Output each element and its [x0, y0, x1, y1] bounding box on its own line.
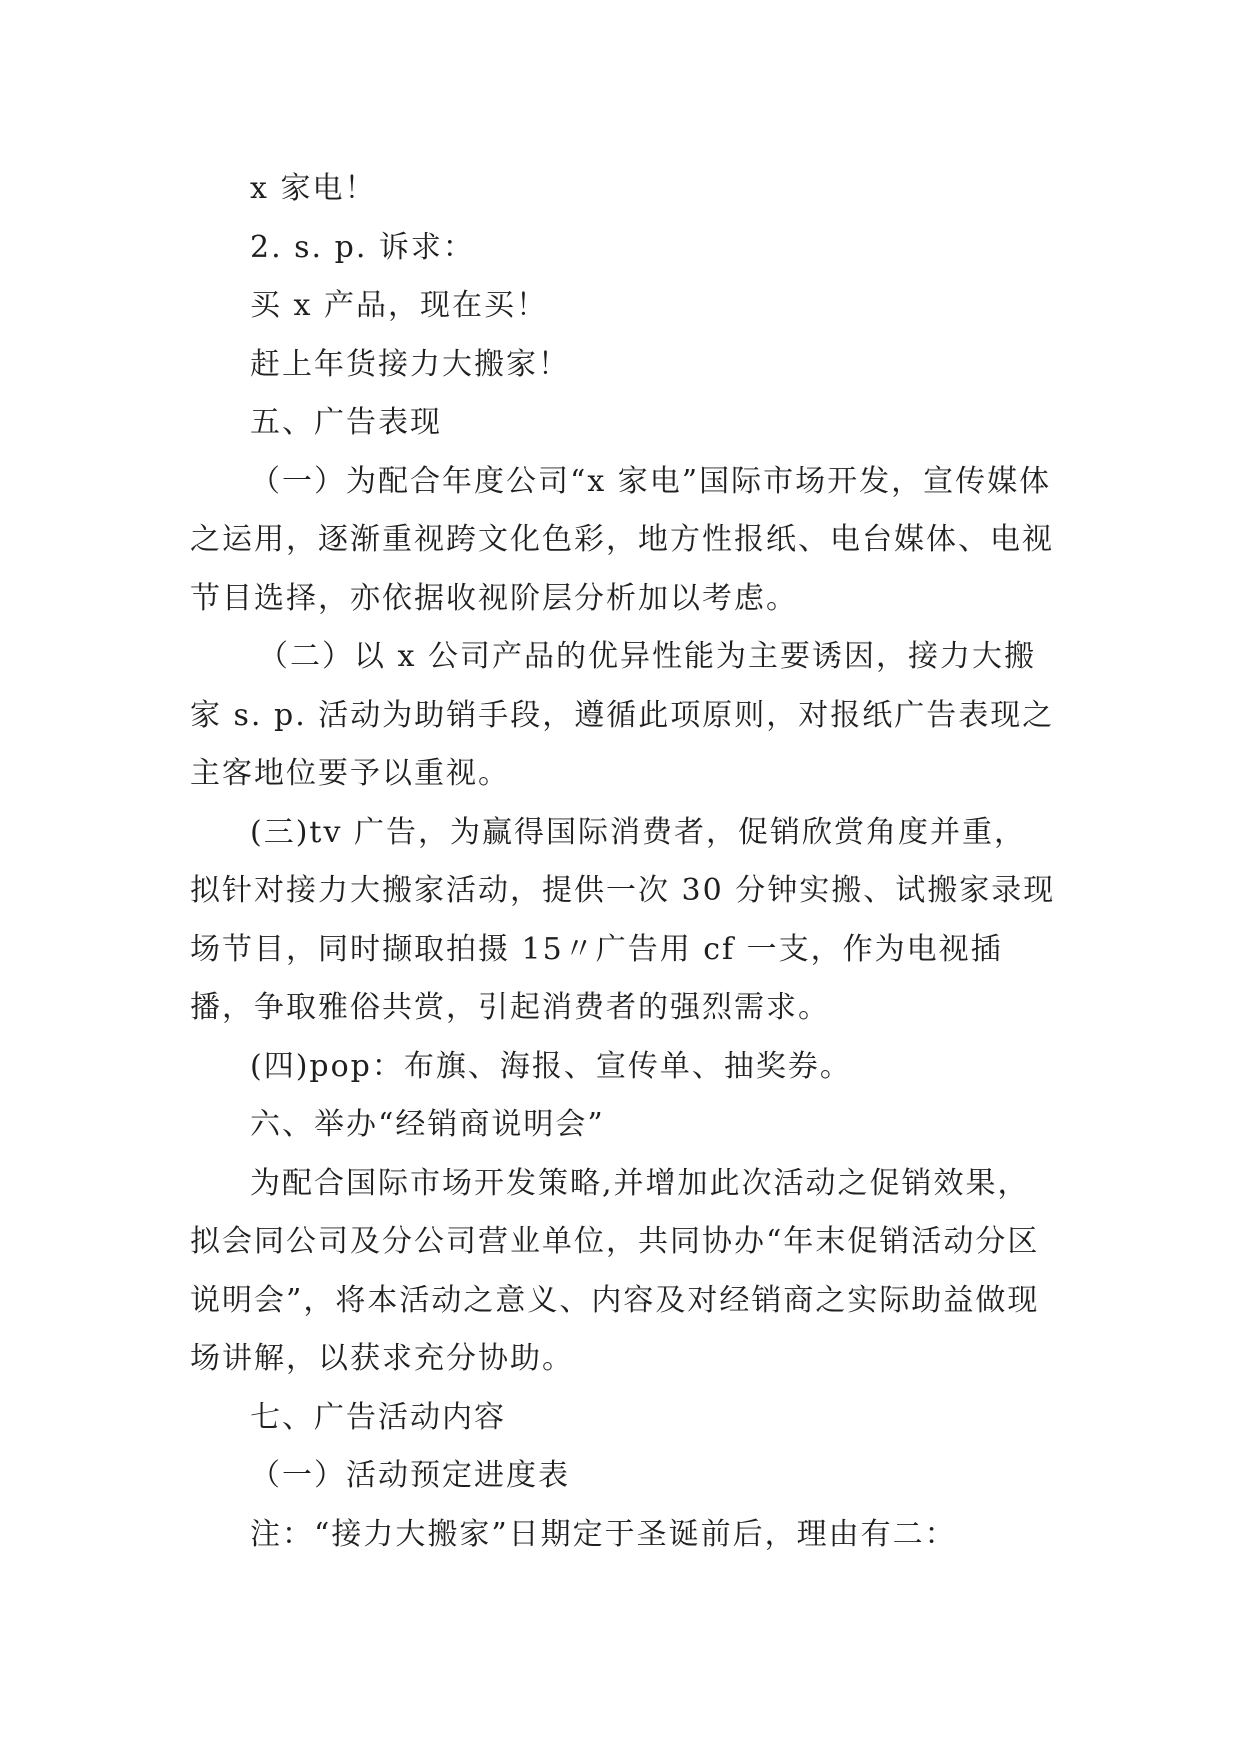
- document-body: [190, 160, 1056, 1564]
- paragraph-ad-item-3: (三)tv 广告，为赢得国际消费者，促销欣赏角度并重，拟针对接力大搬家活动，提供一次 30 分钟实搬、试搬家录现场节目，同时撷取拍摄 15〃广告用 cf 一支，作为电视插播，争取雅俗共赏，引起消费者的强烈需求。: [190, 814, 1056, 1025]
- section-heading-campaign-content: 七、广告活动内容: [250, 1399, 506, 1435]
- paragraph-buy-now: 买 x 产品，现在买！: [250, 288, 548, 323]
- paragraph-note: 注：“接力大搬家”日期定于圣诞前后，理由有二：: [250, 1516, 957, 1552]
- section-heading-ad-expression: 五、广告表现: [250, 405, 442, 440]
- paragraph-dealer-meeting: 为配合国际市场开发策略,并增加此次活动之促销效果，拟会同公司及分公司营业单位，共同协办“年末促销活动分区说明会”，将本活动之意义、内容及对经销商之实际助益做现场讲解，以获求充分协助。: [190, 1165, 1040, 1376]
- paragraph-ad-item-2: （二）以 x 公司产品的优异性能为主要诱因，接力大搬家 s. p. 活动为助销手段，遵循此项原则，对报纸广告表现之主客地位要予以重视。: [190, 639, 1055, 791]
- paragraph-ad-item-1: （一）为配合年度公司“x 家电”国际市场开发，宣传媒体之运用，逐渐重视跨文化色彩，地方性报纸、电台媒体、电视节目选择，亦依据收视阶层分析加以考虑。: [190, 463, 1054, 616]
- paragraph-brand-slogan: x 家电！: [250, 171, 377, 206]
- paragraph-ad-item-4: (四)pop：布旗、海报、宣传单、抽奖券。: [250, 1048, 852, 1084]
- paragraph-moving-relay: 赶上年货接力大搬家！: [250, 346, 570, 382]
- section-heading-dealer-meeting: 六、举办“经销商说明会”: [250, 1107, 605, 1142]
- paragraph-schedule-heading: （一）活动预定进度表: [250, 1458, 570, 1493]
- paragraph-sp-appeal-heading: 2. s. p. 诉求：: [250, 229, 475, 265]
